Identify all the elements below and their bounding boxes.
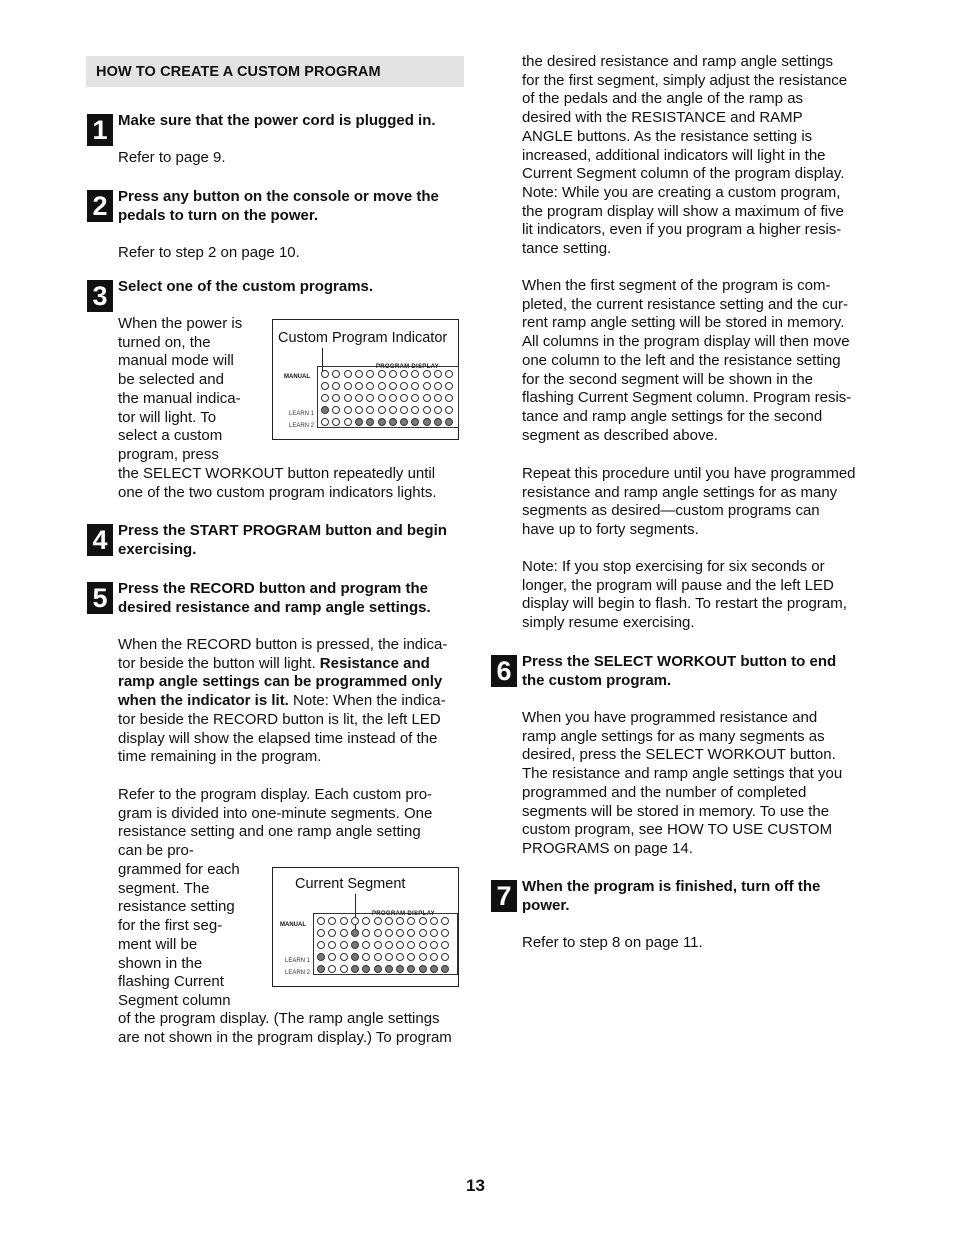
led-indicator bbox=[344, 406, 352, 414]
led-indicator bbox=[332, 394, 340, 402]
led-indicator bbox=[396, 953, 404, 961]
figure-2-row-label-manual: MANUAL bbox=[280, 922, 306, 928]
led-indicator bbox=[445, 418, 453, 426]
step-7-body: Refer to step 8 on page 11. bbox=[522, 934, 703, 951]
led-indicator bbox=[317, 929, 325, 937]
led-indicator bbox=[411, 418, 419, 426]
led-indicator bbox=[396, 965, 404, 973]
led-indicator bbox=[407, 953, 415, 961]
led-indicator bbox=[344, 394, 352, 402]
led-indicator bbox=[374, 917, 382, 925]
step-5-paragraph-2-side: grammed for each segment. The resistance setting for the first seg- ment will be shown in the flashing Current Segment column bbox=[118, 861, 240, 1009]
led-indicator bbox=[411, 370, 419, 378]
led-indicator bbox=[344, 382, 352, 390]
figure-2-row-label-learn1: LEARN 1 bbox=[285, 958, 311, 964]
led-indicator bbox=[445, 394, 453, 402]
led-indicator bbox=[419, 929, 427, 937]
led-indicator bbox=[366, 394, 374, 402]
led-indicator bbox=[385, 941, 393, 949]
led-indicator bbox=[434, 394, 442, 402]
led-indicator bbox=[430, 917, 438, 925]
led-indicator bbox=[407, 917, 415, 925]
led-indicator bbox=[407, 941, 415, 949]
led-indicator bbox=[328, 965, 336, 973]
led-indicator bbox=[321, 394, 329, 402]
led-indicator bbox=[441, 929, 449, 937]
led-indicator bbox=[355, 394, 363, 402]
led-indicator bbox=[362, 917, 370, 925]
led-indicator bbox=[430, 953, 438, 961]
led-indicator bbox=[317, 953, 325, 961]
led-indicator bbox=[378, 394, 386, 402]
step-6-body: When you have programmed resistance and ramp angle settings for as many segments as desired, press the SELECT WORKOUT button. The resistance and ramp angle settings that you programmed and the number of completed segments will be stored in memory. To use the custom program, see HOW TO USE CUSTOM PROGRAMS on page 14. bbox=[522, 709, 843, 857]
led-indicator bbox=[374, 941, 382, 949]
figure-1-display-label: PROGRAM DISPLAY bbox=[376, 364, 439, 370]
led-indicator bbox=[321, 418, 329, 426]
led-indicator bbox=[423, 418, 431, 426]
led-indicator bbox=[389, 370, 397, 378]
figure-1-row-label-learn2: LEARN 2 bbox=[289, 423, 315, 429]
led-indicator bbox=[423, 370, 431, 378]
led-indicator bbox=[328, 953, 336, 961]
step-2-title: Press any button on the console or move the pedals to turn on the power. bbox=[118, 188, 439, 224]
step-5-number: 5 bbox=[87, 582, 113, 614]
led-indicator bbox=[430, 929, 438, 937]
led-indicator bbox=[441, 917, 449, 925]
led-indicator bbox=[419, 965, 427, 973]
page-number: 13 bbox=[466, 1176, 485, 1195]
led-indicator bbox=[332, 382, 340, 390]
right-paragraph-2: When the first segment of the program is com- pleted, the current resistance setting and the cur- rent ramp angle setting will be stored in memory. All columns in the program display will then move one column to the left and the resistance setting for the second segment will be shown in the flashing Current Segment column. Program resis- tance and ramp angle settings for the second segment as described above. bbox=[522, 277, 852, 444]
led-indicator bbox=[441, 941, 449, 949]
led-indicator bbox=[355, 382, 363, 390]
led-indicator bbox=[396, 917, 404, 925]
figure-2-program-display-grid bbox=[313, 913, 458, 975]
current-segment-figure bbox=[272, 867, 459, 987]
custom-program-indicator-figure bbox=[272, 319, 459, 440]
led-indicator bbox=[362, 941, 370, 949]
led-indicator bbox=[374, 965, 382, 973]
led-indicator bbox=[344, 370, 352, 378]
led-indicator bbox=[374, 929, 382, 937]
led-indicator bbox=[378, 382, 386, 390]
led-indicator bbox=[419, 917, 427, 925]
led-indicator bbox=[389, 418, 397, 426]
led-indicator bbox=[419, 953, 427, 961]
led-indicator bbox=[430, 941, 438, 949]
led-indicator bbox=[411, 394, 419, 402]
led-indicator bbox=[445, 370, 453, 378]
figure-2-caption: Current Segment bbox=[295, 876, 406, 892]
figure-2-row-label-learn2: LEARN 2 bbox=[285, 970, 311, 976]
led-indicator bbox=[407, 929, 415, 937]
led-indicator bbox=[332, 418, 340, 426]
led-indicator bbox=[374, 953, 382, 961]
step-5-paragraph-2: Refer to the program display. Each custom pro- gram is divided into one-minute segments. One resistance setting and one ramp angle setting can be pro- bbox=[118, 786, 433, 860]
led-indicator bbox=[355, 418, 363, 426]
led-indicator bbox=[362, 965, 370, 973]
step-3-body-tail: the SELECT WORKOUT button repeatedly until one of the two custom program indicators lights. bbox=[118, 465, 437, 501]
step-1-body: Refer to page 9. bbox=[118, 149, 226, 166]
figure-2-display-label: PROGRAM DISPLAY bbox=[372, 911, 435, 917]
figure-1-row-label-manual: MANUAL bbox=[284, 374, 310, 380]
led-indicator bbox=[355, 406, 363, 414]
step-1-title: Make sure that the power cord is plugged in. bbox=[118, 112, 436, 129]
led-indicator bbox=[434, 418, 442, 426]
led-indicator bbox=[317, 917, 325, 925]
step-5-paragraph-2-tail: of the program display. (The ramp angle settings are not shown in the program display.) To program bbox=[118, 1010, 452, 1046]
led-indicator bbox=[332, 406, 340, 414]
led-indicator bbox=[430, 965, 438, 973]
led-indicator bbox=[423, 394, 431, 402]
led-indicator bbox=[423, 382, 431, 390]
step-3-number: 3 bbox=[87, 280, 113, 312]
step-6-title: Press the SELECT WORKOUT button to end the custom program. bbox=[522, 653, 837, 689]
led-indicator bbox=[328, 917, 336, 925]
step-1-number: 1 bbox=[87, 114, 113, 146]
led-indicator bbox=[411, 406, 419, 414]
step-4-number: 4 bbox=[87, 524, 113, 556]
led-indicator bbox=[340, 941, 348, 949]
step-7-number: 7 bbox=[491, 880, 517, 912]
led-indicator bbox=[321, 406, 329, 414]
section-title: HOW TO CREATE A CUSTOM PROGRAM bbox=[96, 64, 381, 80]
led-indicator bbox=[423, 406, 431, 414]
right-paragraph-1: the desired resistance and ramp angle settings for the first segment, simply adjust the resistance of the pedals and the angle of the ramp as desired with the RESISTANCE and RAMP ANGLE buttons. As the resistance setting is increased, additional indicators will light in the Current Segment column of the program display. Note: While you are creating a custom program, the program display will show a maximum of five lit indicators, even if you program a higher resis- tance setting. bbox=[522, 53, 848, 258]
led-indicator bbox=[378, 370, 386, 378]
led-indicator bbox=[378, 406, 386, 414]
led-indicator bbox=[434, 406, 442, 414]
led-indicator bbox=[385, 965, 393, 973]
step-5-title: Press the RECORD button and program the desired resistance and ramp angle settings. bbox=[118, 580, 431, 616]
step-7-title: When the program is finished, turn off the power. bbox=[522, 878, 821, 914]
led-indicator bbox=[362, 953, 370, 961]
led-indicator bbox=[340, 953, 348, 961]
led-indicator bbox=[419, 941, 427, 949]
led-indicator bbox=[317, 941, 325, 949]
led-indicator bbox=[385, 953, 393, 961]
led-indicator bbox=[445, 382, 453, 390]
right-paragraph-3: Repeat this procedure until you have programmed resistance and ramp angle settings for as many segments as desired—custom programs can have up to forty segments. bbox=[522, 465, 856, 539]
led-indicator bbox=[400, 382, 408, 390]
led-indicator bbox=[400, 418, 408, 426]
right-paragraph-4: Note: If you stop exercising for six seconds or longer, the program will pause and the left LED display will begin to flash. To restart the program, simply resume exercising. bbox=[522, 558, 847, 632]
step-2-number: 2 bbox=[87, 190, 113, 222]
led-indicator bbox=[407, 965, 415, 973]
led-indicator bbox=[378, 418, 386, 426]
led-indicator bbox=[366, 418, 374, 426]
led-indicator bbox=[351, 929, 359, 937]
led-indicator bbox=[351, 953, 359, 961]
step-2-body: Refer to step 2 on page 10. bbox=[118, 244, 300, 261]
led-indicator bbox=[328, 929, 336, 937]
led-indicator bbox=[389, 406, 397, 414]
led-indicator bbox=[317, 965, 325, 973]
led-indicator bbox=[340, 929, 348, 937]
led-indicator bbox=[434, 370, 442, 378]
led-indicator bbox=[332, 370, 340, 378]
figure-1-row-label-learn1: LEARN 1 bbox=[289, 411, 315, 417]
led-indicator bbox=[411, 382, 419, 390]
led-indicator bbox=[344, 418, 352, 426]
led-indicator bbox=[366, 370, 374, 378]
step-4-title: Press the START PROGRAM button and begin exercising. bbox=[118, 522, 447, 558]
figure-1-program-display-grid bbox=[317, 366, 459, 428]
step-6-number: 6 bbox=[491, 655, 517, 687]
led-indicator bbox=[366, 406, 374, 414]
led-indicator bbox=[441, 953, 449, 961]
led-indicator bbox=[340, 917, 348, 925]
led-indicator bbox=[400, 394, 408, 402]
led-indicator bbox=[396, 929, 404, 937]
led-indicator bbox=[366, 382, 374, 390]
led-indicator bbox=[362, 929, 370, 937]
step-5-paragraph-1: When the RECORD button is pressed, the indica- tor beside the button will light. Resistance and ramp angle settings can be programmed only when the indicator is lit. Note: When the indica- tor beside the RECORD button is lit, the left LED display will show the elapsed time instead of the time remaining in the program. bbox=[118, 636, 448, 766]
led-indicator bbox=[400, 370, 408, 378]
led-indicator bbox=[385, 917, 393, 925]
led-indicator bbox=[351, 965, 359, 973]
step-3-body: When the power is turned on, the manual mode will be selected and the manual indica- tor will light. To select a custom program, press bbox=[118, 315, 243, 463]
led-indicator bbox=[321, 382, 329, 390]
led-indicator bbox=[396, 941, 404, 949]
led-indicator bbox=[351, 917, 359, 925]
led-indicator bbox=[355, 370, 363, 378]
led-indicator bbox=[351, 941, 359, 949]
led-indicator bbox=[400, 406, 408, 414]
led-indicator bbox=[445, 406, 453, 414]
led-indicator bbox=[434, 382, 442, 390]
led-indicator bbox=[340, 965, 348, 973]
led-indicator bbox=[385, 929, 393, 937]
led-indicator bbox=[328, 941, 336, 949]
figure-1-caption: Custom Program Indicator bbox=[278, 330, 448, 346]
led-indicator bbox=[389, 394, 397, 402]
led-indicator bbox=[321, 370, 329, 378]
step-3-title: Select one of the custom programs. bbox=[118, 278, 374, 295]
led-indicator bbox=[441, 965, 449, 973]
led-indicator bbox=[389, 382, 397, 390]
